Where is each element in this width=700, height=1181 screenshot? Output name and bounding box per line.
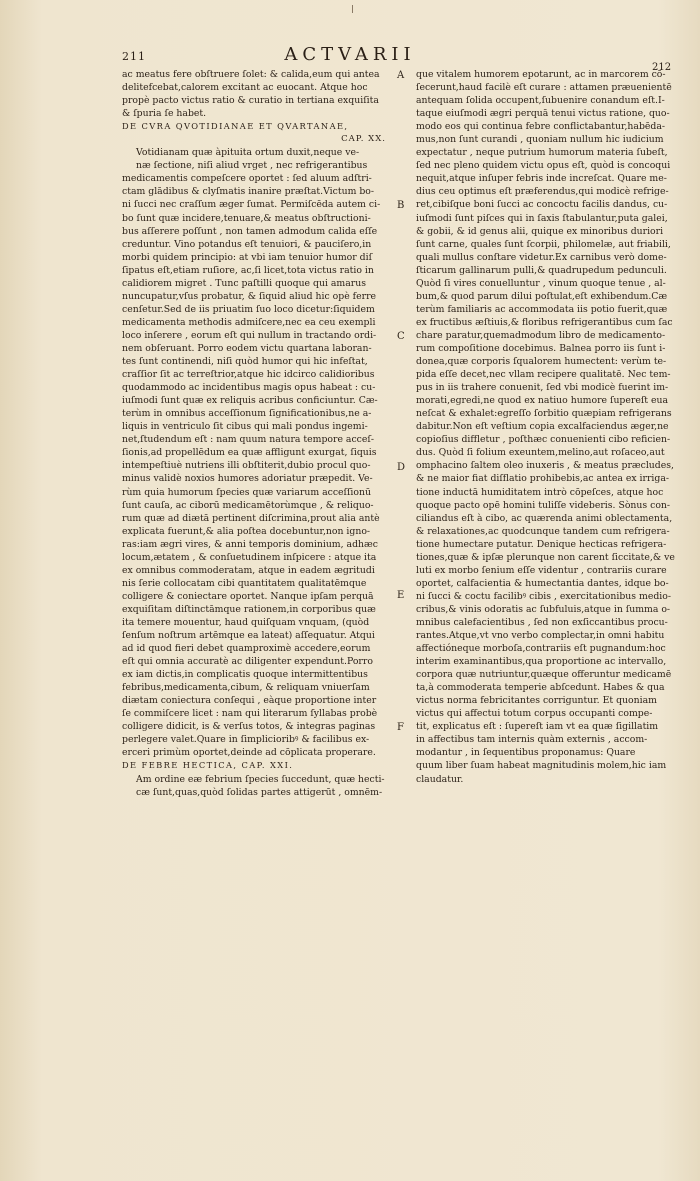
text-line: iuſmodi ſunt quæ ex reliquis acribus conficiuntur. Cæ- [122, 395, 378, 407]
text-line: medicamentis compeſcere oportet : ſed aluum adſtri- [122, 173, 372, 185]
text-line: liquis in ventriculo ſit cibus qui mali pondus ingemi- [122, 421, 368, 433]
text-line: omphacino ſaltem oleo inuxeris , & meatus præcludes, [416, 460, 674, 472]
text-line: tione inductā humiditatem intrò cōpeſces, atque hoc [416, 486, 664, 498]
text-line: ſed nec pleno quidem victu opus eſt, quòd is concoqui [416, 160, 671, 172]
text-line: dius ceu optimus eſt præferendus,qui modicè refrige- [416, 186, 669, 198]
text-line: pus in iis trahere conuenit, ſed vbi modicè fuerint im- [416, 382, 669, 394]
text-line: creduntur. Vino potandus eſt tenuiori, & pauciſero,in [122, 238, 372, 250]
text-line: ad id quod fieri debet quamproximè accedere,eorum [122, 643, 371, 655]
text-line: copioſius diffletur , poſthæc conuenienti cibo reficien- [416, 434, 671, 446]
text-line: tes ſunt continendi, niſi quòd humor qui hic infeſtat, [122, 356, 368, 368]
text-line: dus. Quòd ſi folium exeuntem,melino,aut roſaceo,aut [416, 447, 665, 459]
running-title: ACTVARII [284, 44, 416, 65]
text-line: terùm familiaris ac accommodata iis potio fuerit,quæ [416, 303, 668, 315]
text-line: rùm quia humorum ſpecies quæ variarum acceſſionū [122, 486, 371, 498]
text-line: explicata fuerunt,& alia poſtea docebuntur,non igno- [122, 525, 371, 537]
text-line: donea,quæ corporis ſqualorem humectent: verùm te- [416, 356, 667, 368]
text-line: colligere & coniectare oportet. Nanque ipſam perquā [122, 590, 374, 602]
text-line: intempeſtiuè nutriens illi obſtiterit,dubio procul quo- [122, 460, 371, 472]
text-line: oportet, calfacientia & humectantia dantes, idque bo- [416, 577, 669, 589]
text-line: iuſmodi ſunt piſces qui in ſaxis ſtabulantur,puta galei, [416, 212, 668, 224]
text-line: delitefcebat,calorem excitant ac euocant. Atque hoc [122, 82, 368, 94]
text-line: bum,& quod parum dilui poſtulat,eſt exhibendum.Cæ [416, 290, 668, 302]
text-line: morbi quidem principio: at vbi iam tenuior humor diſ [122, 251, 373, 263]
text-line: propè pacto victus ratio & curatio in tertiana exquiſita [122, 95, 379, 107]
text-line: expectatur , neque putrium humorum materia ſubeſt, [416, 147, 668, 159]
text-line: nis ſerie collocatam cibi quantitatem qualitatēmque [122, 577, 367, 589]
text-line: ſunt carne, quales ſunt ſcorpii, philomelæ, aut friabili, [416, 238, 671, 250]
text-line: eſt qui omnia accuratè ac diligenter expendunt.Porro [122, 656, 373, 668]
text-line: & gobii, & id genus alii, quique ex minoribus duriori [416, 225, 664, 237]
text-line: diætam coniectura conſequi , eàque proportione inter [122, 695, 377, 707]
text-line: & ne maior fiat diſflatio prohibebis,ac antea ex irriga- [416, 473, 670, 485]
text-line: ſipatus eſt,etiam ruſiore, ac,ſi licet,tota victus ratio in [122, 264, 374, 276]
chapter-number: CAP. XX. [341, 134, 386, 145]
text-line: mus,non ſunt curandi , quoniam nullum hic iudicium [416, 134, 664, 146]
text-line: tit, explicatus eſt : ſupereſt iam vt ea quæ ſigillatim [416, 721, 659, 733]
chapter-heading: DE FEBRE HECTICA, CAP. XXI. [122, 760, 294, 771]
text-line: in affectibus tam internis quàm externis , accom- [416, 734, 648, 746]
text-line: nem obſeruant. Porro eodem victu quartana laboran- [122, 342, 372, 354]
text-line: minus validè noxios humores adoriatur præpedit. Ve- [122, 473, 373, 485]
text-line: ac meatus fere obſtruere ſolet: & calida,eum qui antea [122, 69, 380, 80]
text-line: nequit,atque inſuper febris inde increſcat. Quare me- [416, 173, 667, 185]
text-line: ſionis,ad propellēdum ea quæ affligunt exurgat, ſiquis [122, 447, 377, 459]
margin-letter-a: A [397, 70, 405, 81]
text-line: victus norma febricitantes corriguntur. Et quoniam [416, 695, 657, 707]
text-line: craſſior ſit ac terreſtrior,atque hic idcirco calidioribus [122, 369, 375, 381]
text-line: quoque pacto opē homini tuliſſe videberis. Sònus con- [416, 499, 671, 511]
text-line: ſe commiſcere licet : nam qui literarum ſyllabas probè [122, 708, 378, 720]
text-line: quodammodo ac incidentibus magis opus habeat : cu- [122, 382, 376, 394]
text-line: neſcat & exhalet:egreſſo ſorbitio quæpiam refrigerans [416, 408, 672, 420]
text-line: næ ſectione, niſi aliud vrget , nec refrigerantibus [136, 160, 368, 172]
margin-letter-e: E [397, 590, 405, 601]
text-line: quali mullus conſtare videtur.Ex carnibus verò dome- [416, 251, 667, 263]
text-line: calidiorem migret . Tunc paſtilli quoque qui amarus [122, 277, 366, 289]
text-line: affectióneque morboſa,contrariis eſt pugnandum:hoc [416, 643, 666, 655]
text-line: terùm in omnibus acceſſionum ſignificationibus,ne a- [122, 408, 372, 420]
text-line: cribus,& vinis odoratis ac ſubfuluis,atque in ſumma o- [416, 603, 671, 615]
text-line: rum compoſitione docebimus. Balnea porro iis ſunt i- [416, 342, 666, 354]
text-line: ta,à commoderata temperie abſcedunt. Habes & qua [416, 682, 665, 694]
text-line: tiones,quæ & ipſæ plerunque non carent ſiccitate,& ve [416, 551, 675, 563]
text-line: colligere didicit, is & verſus totos, & integras paginas [122, 721, 376, 733]
text-line: locum,ætatem , & conſuetudinem inſpicere : atque ita [122, 551, 377, 563]
text-line: luti ex morbo ſenium eſſe videntur , contrariis curare [416, 564, 667, 576]
text-line: erceri primùm oportet,deinde ad cōplicata properare. [122, 747, 376, 759]
text-line: pida eſſe decet,nec vllam recipere qualitatē. Nec tem- [416, 369, 671, 381]
text-line: exquiſitam diſtinctāmque rationem,in corporibus quæ [122, 603, 376, 615]
text-line: ni ſucci & coctu facilibꝰ cibis , exercitationibus medio- [416, 590, 671, 602]
text-line: ex omnibus commoderatam, atque in eadem ægritudi [122, 564, 375, 576]
margin-letter-f: F [397, 722, 404, 733]
text-line: ras:iam ægri vires, & anni temporis dominium, adhæc [122, 538, 378, 550]
page-tick-mark [352, 5, 353, 13]
text-line: ni ſucci nec craſſum æger ſumat. Permiſcēda autem ci- [122, 199, 381, 211]
text-line: perlegere valet.Quare in ſimplicioribꝰ & facilibus ex- [122, 734, 370, 746]
text-line: rantes.Atque,vt vno verbo complectar,in omni habitu [416, 630, 665, 642]
running-head [0, 44, 700, 73]
text-line: Quòd ſi vires conuelluntur , vinum quoque tenue , al- [416, 277, 666, 289]
text-line: ctam glādibus & clyſmatis inanire præſtat.Victum bo- [122, 186, 375, 198]
margin-letter-b: B [397, 200, 405, 211]
text-line: ſecerunt,haud facilè eſt curare : attamen præuenientē [416, 82, 672, 94]
text-line: ciliandus eſt à cibo, ac quærenda animi oblectamenta, [416, 512, 673, 524]
right-text-column [416, 68, 684, 786]
text-line: ſunt cauſa, ac ciborū medicamētorùmque , & reliquo- [122, 499, 374, 511]
text-line: tione humectare putatur. Denique hecticas refrigera- [416, 538, 667, 550]
margin-letter-d: D [397, 462, 406, 473]
text-line: que vitalem humorem epotarunt, ac in marcorem cō- [416, 69, 666, 80]
text-line: morati,egredi,ne quod ex natiuo humore ſupereſt eua [416, 395, 668, 407]
text-line: rum quæ ad diætā pertinent diſcrimina,prout alia antè [122, 512, 380, 524]
text-line: dabitur.Non eſt veſtium copia excalfaciendus æger,ne [416, 421, 669, 433]
text-line: cæ ſunt,quas,quòd ſolidas partes attigerūt , omnēm- [136, 786, 383, 798]
text-line: victus qui affectui totum corpus occupanti compe- [416, 708, 653, 720]
text-line: ſticarum gallinarum pulli,& quadrupedum pedunculi. [416, 264, 667, 276]
text-line: nuncupatur,vſus probatur, & ſiquid aliud hic opè ferre [122, 290, 377, 302]
text-line: & ſpuria ſe habet. [122, 108, 207, 120]
text-line: ex fructibus æſtiuis,& floribus refrigerantibus cum ſac [416, 316, 673, 328]
text-line: cenſetur.Sed de iis priuatim ſuo loco dicetur:ſiquidem [122, 303, 375, 315]
text-line: medicamenta methodis admiſcere,nec ea ceu exempli [122, 316, 376, 328]
text-line: net,ſtudendum eſt : nam quum natura tempore acceſ- [122, 434, 374, 446]
text-line: & relaxationes,ac quodcunque tandem cum refrigera- [416, 525, 670, 537]
margin-letter-c: C [397, 331, 405, 342]
left-folio-number: 211 [122, 50, 146, 63]
text-line: loco inſerere , eorum eſt qui nullum in tractando ordi- [122, 329, 377, 341]
text-line: ita temere mouentur, haud quiſquam vnquam, (quòd [122, 616, 370, 628]
left-text-column [122, 68, 392, 799]
chapter-heading: DE CVRA QVOTIDIANAE ET QVARTANAE, [122, 121, 349, 132]
text-line: taque eiuſmodi ægri perquā tenui victus ratione, quo- [416, 108, 670, 120]
text-line: Votidianam quæ àpituita ortum duxit,neque ve- [136, 147, 360, 159]
text-line: bo ſunt quæ incidere,tenuare,& meatus obſtructioni- [122, 212, 371, 224]
text-line: febribus,medicamenta,cibum, & reliquam vniuerſam [122, 682, 370, 694]
text-line: interim examinantibus,qua proportione ac intervallo, [416, 656, 667, 668]
text-line: modantur , in ſequentibus proponamus: Quare [416, 747, 636, 759]
text-line: antequam ſolida occupent,ſubuenire conandum eſt.I- [416, 95, 665, 107]
text-line: mnibus calefacientibus , ſed non exſiccantibus procu- [416, 616, 668, 628]
text-line: ſenſum noſtrum artēmque ea lateat) aſſequatur. Atqui [122, 630, 375, 642]
text-line: corpora quæ nutriuntur,quæque offeruntur medicamē [416, 669, 672, 681]
text-line: modo eos qui continua febre conflictabantur,habēda- [416, 121, 666, 133]
text-line: bus aſſerere poſſunt , non tamen admodum calida eſſe [122, 225, 378, 237]
text-line: Am ordine eæ febrium ſpecies ſuccedunt, quæ hecti- [136, 773, 385, 785]
text-line: claudatur. [416, 773, 464, 785]
text-line: ret,cibiſque boni ſucci ac concoctu facilis dandus, cu- [416, 199, 668, 211]
right-folio-number: 212 [652, 62, 672, 73]
text-line: quum liber ſuam habeat magnitudinis molem,hic iam [416, 760, 667, 772]
text-line: chare paratur,quemadmodum libro de medicamento- [416, 329, 666, 341]
text-line: ex iam dictis,in complicatis quoque intermittentibus [122, 669, 368, 681]
